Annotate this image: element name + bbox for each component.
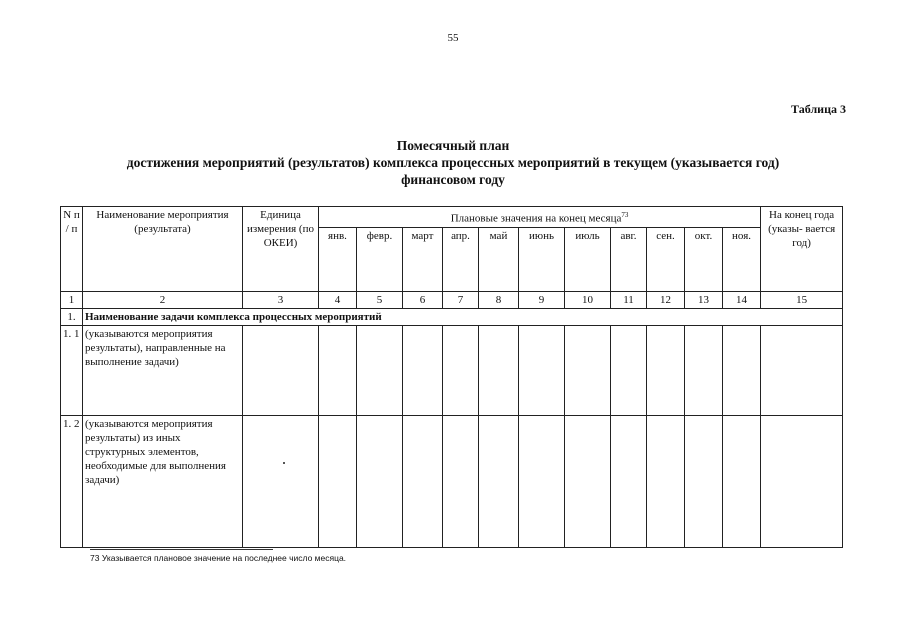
empty-cell bbox=[761, 415, 843, 547]
column-number: 4 bbox=[319, 291, 357, 308]
footnote-divider bbox=[90, 549, 273, 550]
table-row bbox=[61, 415, 843, 547]
table-label: Таблица 3 bbox=[791, 102, 846, 116]
empty-cell bbox=[357, 325, 403, 415]
row-number: 1. 2 bbox=[61, 415, 83, 547]
empty-cell bbox=[519, 325, 565, 415]
title-line-3: финансовом году bbox=[401, 172, 505, 187]
empty-cell bbox=[479, 415, 519, 547]
column-number: 3 bbox=[243, 291, 319, 308]
empty-cell bbox=[243, 415, 319, 547]
month-header: июль bbox=[565, 227, 611, 291]
empty-cell bbox=[243, 325, 319, 415]
empty-cell bbox=[723, 415, 761, 547]
column-number: 8 bbox=[479, 291, 519, 308]
month-header: апр. bbox=[443, 227, 479, 291]
page-number: 55 bbox=[447, 32, 459, 44]
header-row-1 bbox=[61, 207, 843, 228]
header-unit: Единица измерения (по ОКЕИ) bbox=[243, 207, 319, 292]
empty-cell bbox=[685, 415, 723, 547]
empty-cell bbox=[647, 325, 685, 415]
empty-cell bbox=[319, 325, 357, 415]
empty-cell bbox=[565, 325, 611, 415]
month-header: сен. bbox=[647, 227, 685, 291]
table-row bbox=[61, 325, 843, 415]
header-plan-text: Плановые значения на конец месяца bbox=[450, 212, 622, 225]
column-number: 15 bbox=[761, 291, 843, 308]
header-name: Наименование мероприятия (результата) bbox=[83, 207, 243, 292]
section-number: 1. bbox=[61, 308, 83, 325]
row-name: (указываются мероприятия результаты) из иных структурных элементов, необходимые для выполнения задачи) bbox=[83, 415, 243, 547]
empty-cell bbox=[723, 325, 761, 415]
title-line-2: достижения мероприятий (результатов) комплекса процессных мероприятий в текущем (указывается год) bbox=[126, 155, 780, 170]
section-name: Наименование задачи комплекса процессных мероприятий bbox=[83, 308, 843, 325]
empty-cell bbox=[479, 325, 519, 415]
row-name: (указываются мероприятия результаты), направленные на выполнение задачи) bbox=[83, 325, 243, 415]
section-row bbox=[61, 308, 843, 325]
header-n: N п / п bbox=[61, 207, 83, 292]
column-number: 13 bbox=[685, 291, 723, 308]
month-header: окт. bbox=[685, 227, 723, 291]
empty-cell bbox=[647, 415, 685, 547]
row-number: 1. 1 bbox=[61, 325, 83, 415]
column-number: 10 bbox=[565, 291, 611, 308]
empty-cell bbox=[443, 415, 479, 547]
column-number-row bbox=[61, 291, 843, 308]
empty-cell bbox=[443, 325, 479, 415]
column-number: 6 bbox=[403, 291, 443, 308]
empty-cell bbox=[519, 415, 565, 547]
month-header: март bbox=[403, 227, 443, 291]
footnote-ref: 73 bbox=[621, 211, 629, 219]
column-number: 9 bbox=[519, 291, 565, 308]
empty-cell bbox=[761, 325, 843, 415]
column-number: 12 bbox=[647, 291, 685, 308]
empty-cell bbox=[403, 325, 443, 415]
header-plan bbox=[319, 207, 761, 228]
month-header: ноя. bbox=[723, 227, 761, 291]
empty-cell bbox=[319, 415, 357, 547]
header-end-of-year: На конец года (указы- вается год) bbox=[761, 207, 843, 292]
column-number: 11 bbox=[611, 291, 647, 308]
month-header: янв. bbox=[319, 227, 357, 291]
empty-cell bbox=[685, 325, 723, 415]
month-header: май bbox=[479, 227, 519, 291]
column-number: 2 bbox=[83, 291, 243, 308]
document-title bbox=[0, 137, 906, 188]
title-line-1: Помесячный план bbox=[396, 138, 510, 153]
footnote: 73 Указывается плановое значение на последнее число месяца. bbox=[90, 553, 347, 563]
empty-cell bbox=[357, 415, 403, 547]
column-number: 5 bbox=[357, 291, 403, 308]
empty-cell bbox=[611, 325, 647, 415]
month-header: авг. bbox=[611, 227, 647, 291]
month-header: июнь bbox=[519, 227, 565, 291]
month-header: февр. bbox=[357, 227, 403, 291]
monthly-plan-table bbox=[60, 206, 843, 548]
empty-cell bbox=[403, 415, 443, 547]
scan-speck bbox=[283, 462, 285, 464]
empty-cell bbox=[611, 415, 647, 547]
empty-cell bbox=[565, 415, 611, 547]
column-number: 7 bbox=[443, 291, 479, 308]
column-number: 14 bbox=[723, 291, 761, 308]
column-number: 1 bbox=[61, 291, 83, 308]
